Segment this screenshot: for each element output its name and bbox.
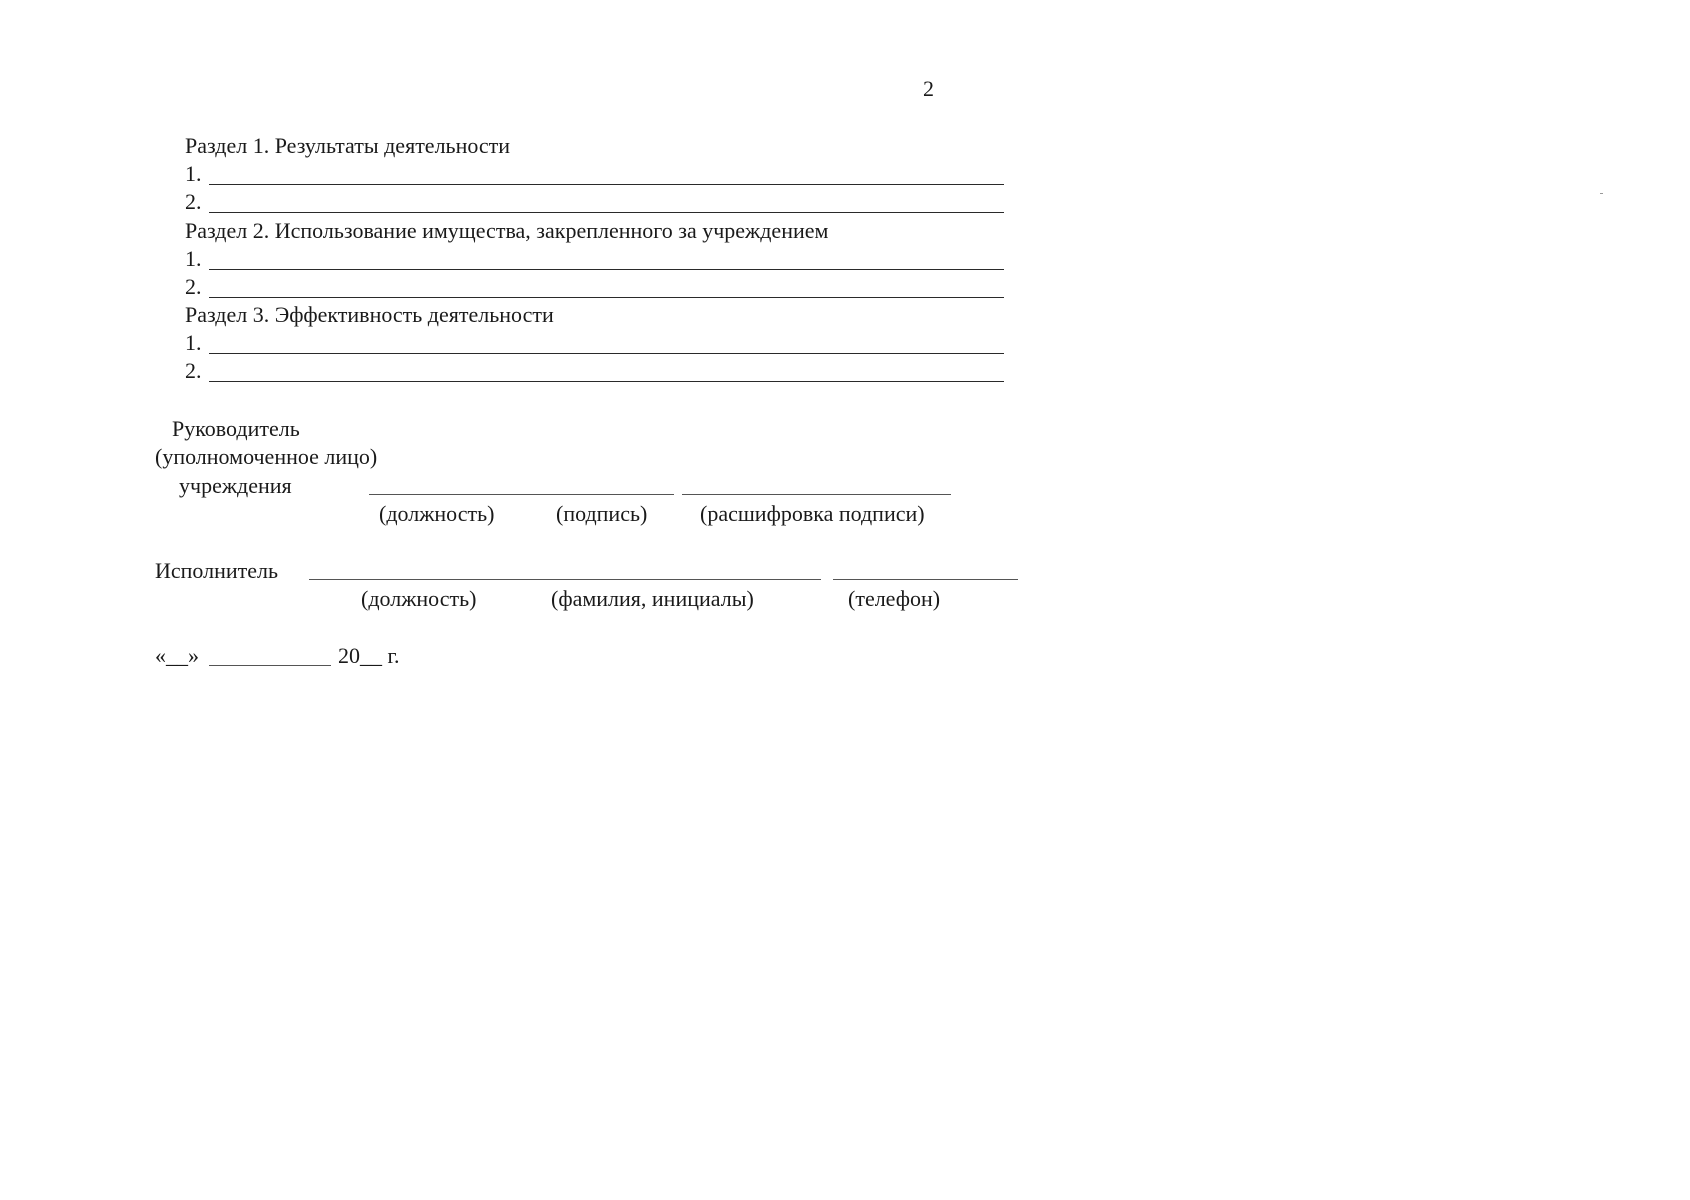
head-caption-signature: (подпись) (556, 501, 648, 526)
section-3-title: Раздел 3. Эффективность деятельности (185, 302, 554, 327)
section-3-item-1-line (209, 353, 1004, 354)
section-2-item-2-line (209, 297, 1004, 298)
date-month-line (209, 665, 331, 666)
date-year: 20__ г. (338, 643, 400, 668)
head-position-signature-line (369, 494, 674, 495)
section-3-item-2-number: 2. (185, 358, 202, 383)
section-1-item-2-number: 2. (185, 189, 202, 214)
executor-position-name-line (309, 579, 821, 580)
section-1-item-1-number: 1. (185, 161, 202, 186)
date-day: «__» (155, 643, 199, 668)
executor-label: Исполнитель (155, 558, 279, 583)
executor-caption-position: (должность) (361, 586, 477, 611)
section-3-item-1-number: 1. (185, 330, 202, 355)
scan-speck (1600, 193, 1603, 194)
executor-phone-line (833, 579, 1018, 580)
head-caption-position: (должность) (379, 501, 495, 526)
page-number: 2 (923, 76, 934, 101)
head-label-line-1: Руководитель (172, 416, 300, 441)
head-caption-decoding: (расшифровка подписи) (700, 501, 925, 526)
section-1-item-2-line (209, 212, 1004, 213)
executor-caption-phone: (телефон) (848, 586, 941, 611)
executor-caption-name: (фамилия, инициалы) (551, 586, 754, 611)
section-2-item-2-number: 2. (185, 274, 202, 299)
head-label-line-3: учреждения (179, 473, 292, 498)
head-decoding-line (682, 494, 951, 495)
section-2-item-1-line (209, 269, 1004, 270)
section-1-title: Раздел 1. Результаты деятельности (185, 133, 511, 158)
section-1-item-1-line (209, 184, 1004, 185)
section-3-item-2-line (209, 381, 1004, 382)
section-2-title: Раздел 2. Использование имущества, закрепленного за учреждением (185, 218, 829, 243)
section-2-item-1-number: 1. (185, 246, 202, 271)
head-label-line-2: (уполномоченное лицо) (155, 444, 378, 469)
